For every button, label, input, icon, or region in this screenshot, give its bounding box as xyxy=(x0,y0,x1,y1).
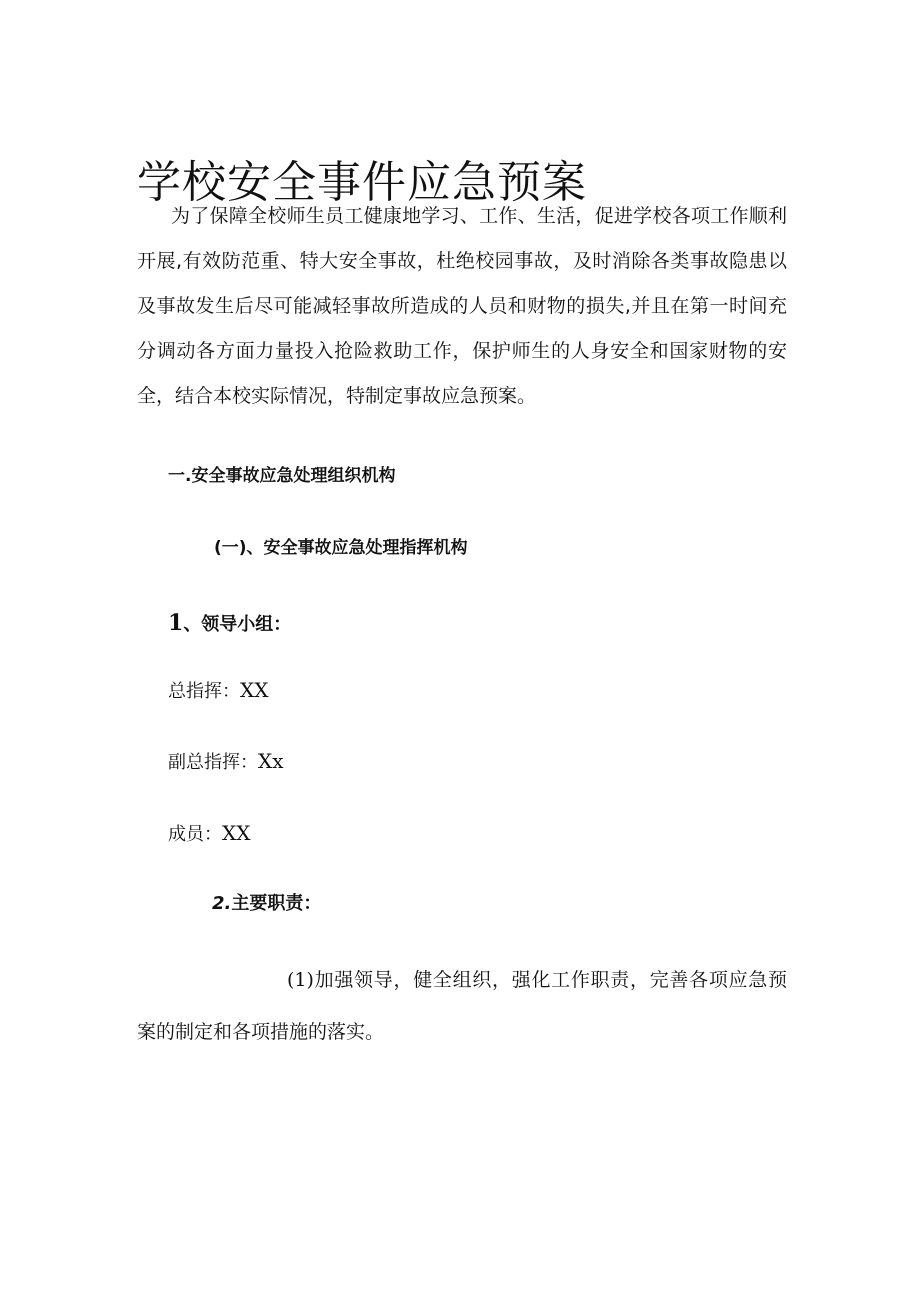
member-role: 副总指挥： xyxy=(168,752,258,773)
item-label: 主要职责： xyxy=(231,893,322,914)
duty-marker: (1) xyxy=(287,969,314,991)
item-label: 、领导小组： xyxy=(183,614,292,635)
intro-paragraph: 为了保障全校师生员工健康地学习、工作、生活，促进学校各项工作顺利开展,有效防范重、特大安全事故，杜绝校园事故，及时消除各类事故隐患以及事故发生后尽可能减轻事故所造成的人员和财物的损失,并且在第一时间充分调动各方面力量投入抢险救助工作，保护师生的人身安全和国家财物的安全，结合本校实际情况，特制定事故应急预案。 xyxy=(137,205,787,407)
document-title: 学校安全事件应急预案 xyxy=(137,157,587,209)
member-role: 成员： xyxy=(168,824,222,845)
duty-text: 加强领导，健全组织，强化工作职责，完善各项应急预案的制定和各项措施的落实。 xyxy=(137,969,787,1043)
section-heading-1: 一.安全事故应急处理组织机构 xyxy=(168,466,396,486)
subsection-heading-1: (一)、安全事故应急处理指挥机构 xyxy=(214,538,468,558)
member-name: XX xyxy=(222,821,251,845)
member-line-chief-commander xyxy=(168,675,268,707)
member-line-deputy-commander xyxy=(168,746,284,778)
member-name: XX xyxy=(240,678,269,702)
member-name: Xx xyxy=(258,749,284,773)
item-number: 1 xyxy=(168,610,184,636)
item-heading-main-duties xyxy=(212,889,321,919)
item-heading-leadership-group xyxy=(168,608,291,640)
member-line-members xyxy=(168,818,250,850)
member-role: 总指挥： xyxy=(168,681,240,702)
item-number: 2. xyxy=(212,893,232,914)
duty-paragraph-1 xyxy=(137,954,787,1058)
